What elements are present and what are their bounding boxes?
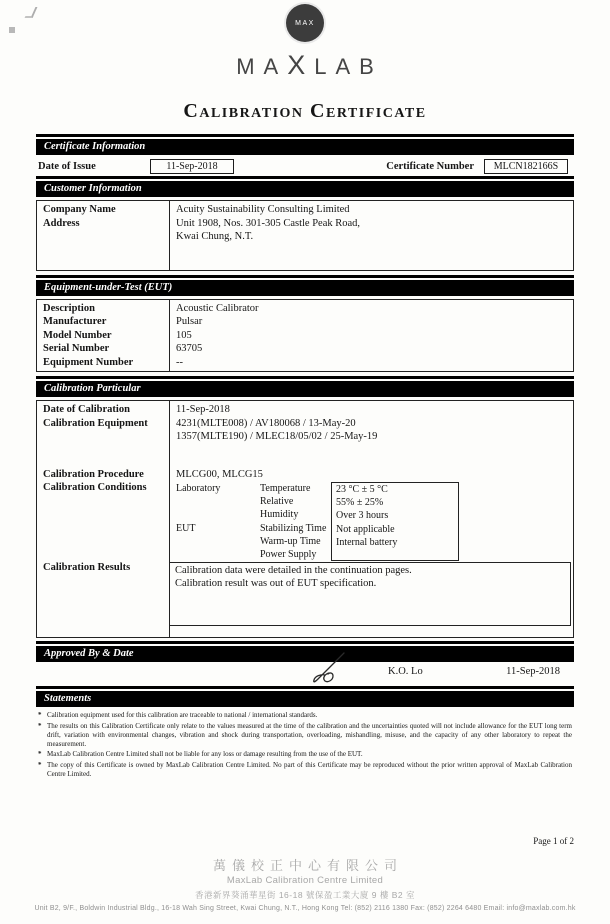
condition-value: 23 °C ± 5 °C (336, 484, 388, 495)
condition-name: Relative Humidity (260, 496, 299, 521)
condition-values-box (331, 482, 459, 561)
certificate-number-label: Certificate Number (386, 161, 474, 172)
results-line-2: Calibration result was out of EUT specification. (175, 578, 377, 590)
section-calibration-particular (36, 376, 574, 397)
maxlab-wordmark (0, 52, 610, 80)
calibration-results-box (169, 562, 571, 626)
statement-bullet: * (38, 721, 42, 730)
condition-name: Temperature (260, 483, 311, 494)
logo-badge-text: MAX (295, 19, 315, 27)
filler-row (37, 244, 573, 270)
calibration-conditions-row (37, 481, 573, 561)
document-body (36, 134, 574, 779)
section-bar-approved: Approved By & Date (36, 646, 574, 662)
company-name-value: Acuity Sustainability Consulting Limited (169, 201, 573, 217)
approval-date: 11-Sep-2018 (506, 666, 560, 678)
wordmark-part: LAB (314, 54, 383, 79)
section-customer-information (36, 176, 574, 197)
statement-bullet: * (38, 711, 42, 720)
condition-group-eut: EUT (176, 522, 196, 534)
eut-row (37, 300, 573, 316)
calibration-equipment-row (37, 417, 573, 431)
date-of-issue-label: Date of Issue (38, 161, 96, 172)
company-name-label: Company Name (43, 204, 116, 215)
footer (0, 858, 610, 912)
calibration-results-row (37, 561, 573, 626)
model-number-value: 105 (169, 329, 573, 343)
eut-row (37, 342, 573, 356)
section-rule (36, 275, 574, 278)
eut-row (37, 315, 573, 329)
document-title: Calibration Certificate (183, 100, 427, 122)
section-rule (36, 376, 574, 379)
date-of-calibration-label: Date of Calibration (43, 404, 130, 415)
section-rule (36, 641, 574, 644)
calibration-date-row (37, 401, 573, 417)
calibration-equipment-label: Calibration Equipment (43, 417, 148, 429)
statement-item (38, 711, 572, 720)
section-bar-eut: Equipment-under-Test (EUT) (36, 280, 574, 296)
eut-info-box (36, 299, 574, 373)
footer-address-en: Unit B2, 9/F., Boldwin Industrial Bldg., 16-18 Wah Sing Street, Kwai Chung, N.T., Hong Kong Tel: (852) 2116 1380 Fax: (852) 2264 6480 Email: info@maxlab.com.hk (34, 905, 576, 912)
section-rule (36, 134, 574, 137)
condition-value: Not applicable (336, 523, 395, 535)
description-value: Acoustic Calibrator (169, 300, 573, 316)
customer-company-row (37, 201, 573, 217)
manufacturer-label: Manufacturer (43, 316, 107, 327)
results-line-1: Calibration data were detailed in the continuation pages. (175, 565, 412, 577)
calibration-equipment-row (37, 430, 573, 444)
customer-address-row (37, 230, 573, 244)
calibration-procedure-row (37, 468, 573, 482)
statement-text: Calibration equipment used for this calibration are traceable to national / international standards. (47, 711, 318, 720)
serial-number-value: 63705 (169, 342, 573, 356)
wordmark-part: MA (236, 54, 288, 79)
customer-address-row (37, 217, 573, 231)
approver-name: K.O. Lo (388, 666, 423, 678)
equipment-number-value: -- (169, 356, 573, 372)
serial-number-label: Serial Number (43, 343, 110, 354)
condition-name: Power Supply (260, 549, 317, 561)
calibration-results-label: Calibration Results (43, 562, 131, 574)
statement-item (38, 761, 572, 780)
page-number: Page 1 of 2 (533, 836, 574, 846)
footer-address-zh: 香港新界葵涌華星街 16-18 號保盈工業大廈 9 樓 B2 室 (194, 890, 416, 900)
calibration-equipment-line-1: 4231(MLTE008) / AV180068 / 13-May-20 (169, 417, 573, 431)
date-of-calibration-value: 11-Sep-2018 (169, 401, 573, 417)
filler-row (37, 626, 573, 637)
eut-row (37, 329, 573, 343)
certificate-info-row (36, 158, 574, 175)
condition-value: Over 3 hours (336, 510, 389, 522)
model-number-label: Model Number (43, 329, 112, 341)
section-bar-certificate-information: Certificate Information (36, 139, 574, 155)
section-bar-calibration-particular: Calibration Particular (36, 381, 574, 397)
customer-info-box (36, 200, 574, 271)
condition-group-laboratory: Laboratory (176, 483, 221, 494)
statement-item (38, 722, 572, 750)
statement-text: The results on this Calibration Certificate only relate to the values measured at the time of the calibration and the uncertainties quoted will not include allowance for the EUT long term drift, variation with environmental changes, vibration and shock during transportation, overloading, mishandling, misuse, and the capacity of any other laboratory to repeat the measurement. (47, 721, 572, 749)
statement-text: MaxLab Calibration Centre Limited shall not be liable for any loss or damage resulting from the use of the EUT. (47, 750, 363, 759)
scan-artifact (9, 27, 15, 33)
statement-bullet: * (38, 760, 42, 769)
statement-item (38, 750, 572, 759)
certificate-number-value: MLCN182166S (484, 159, 568, 174)
section-statements (36, 686, 574, 707)
calibration-procedure-value: MLCG00, MLCG15 (169, 468, 573, 482)
calibration-box (36, 400, 574, 638)
footer-company-name-en: MaxLab Calibration Centre Limited (226, 875, 384, 886)
description-label: Description (43, 302, 95, 314)
equipment-number-label: Equipment Number (43, 356, 134, 368)
address-line-2: Kwai Chung, N.T. (169, 230, 573, 244)
filler-row (37, 444, 573, 468)
conditions-table (176, 482, 573, 561)
calibration-equipment-line-2: 1357(MLTE190) / MLEC18/05/02 / 25-May-19 (169, 430, 573, 444)
condition-value: 55% ± 25% (336, 497, 384, 509)
wordmark-x: X (287, 50, 315, 80)
section-eut (36, 275, 574, 296)
condition-value: Internal battery (336, 536, 398, 548)
eut-row (37, 356, 573, 372)
calibration-procedure-label: Calibration Procedure (43, 468, 144, 480)
maxlab-logo-badge (286, 4, 324, 42)
section-certificate-information (36, 134, 574, 155)
address-label: Address (43, 217, 80, 229)
date-of-issue-value: 11-Sep-2018 (150, 159, 234, 174)
statement-text: The copy of this Certificate is owned by MaxLab Calibration Centre Limited. No part of this Certificate may be reproduced without the prior written approval of MaxLab Calibration Centre Limited. (47, 760, 572, 778)
condition-name: Warm-up Time (260, 535, 321, 547)
section-rule (36, 176, 574, 179)
condition-name: Stabilizing Time (260, 522, 327, 534)
section-bar-customer-information: Customer Information (36, 181, 574, 197)
manufacturer-value: Pulsar (169, 315, 573, 329)
calibration-conditions-label: Calibration Conditions (43, 482, 147, 493)
statement-bullet: * (38, 750, 42, 759)
scan-artifact (25, 7, 38, 18)
section-bar-statements: Statements (36, 691, 574, 707)
statements-list (36, 711, 574, 779)
footer-company-name-zh: 萬儀校正中心有限公司 (212, 858, 403, 873)
address-line-1: Unit 1908, Nos. 301-305 Castle Peak Road, (169, 217, 573, 231)
approval-row (36, 662, 574, 684)
signature-image (298, 652, 360, 689)
